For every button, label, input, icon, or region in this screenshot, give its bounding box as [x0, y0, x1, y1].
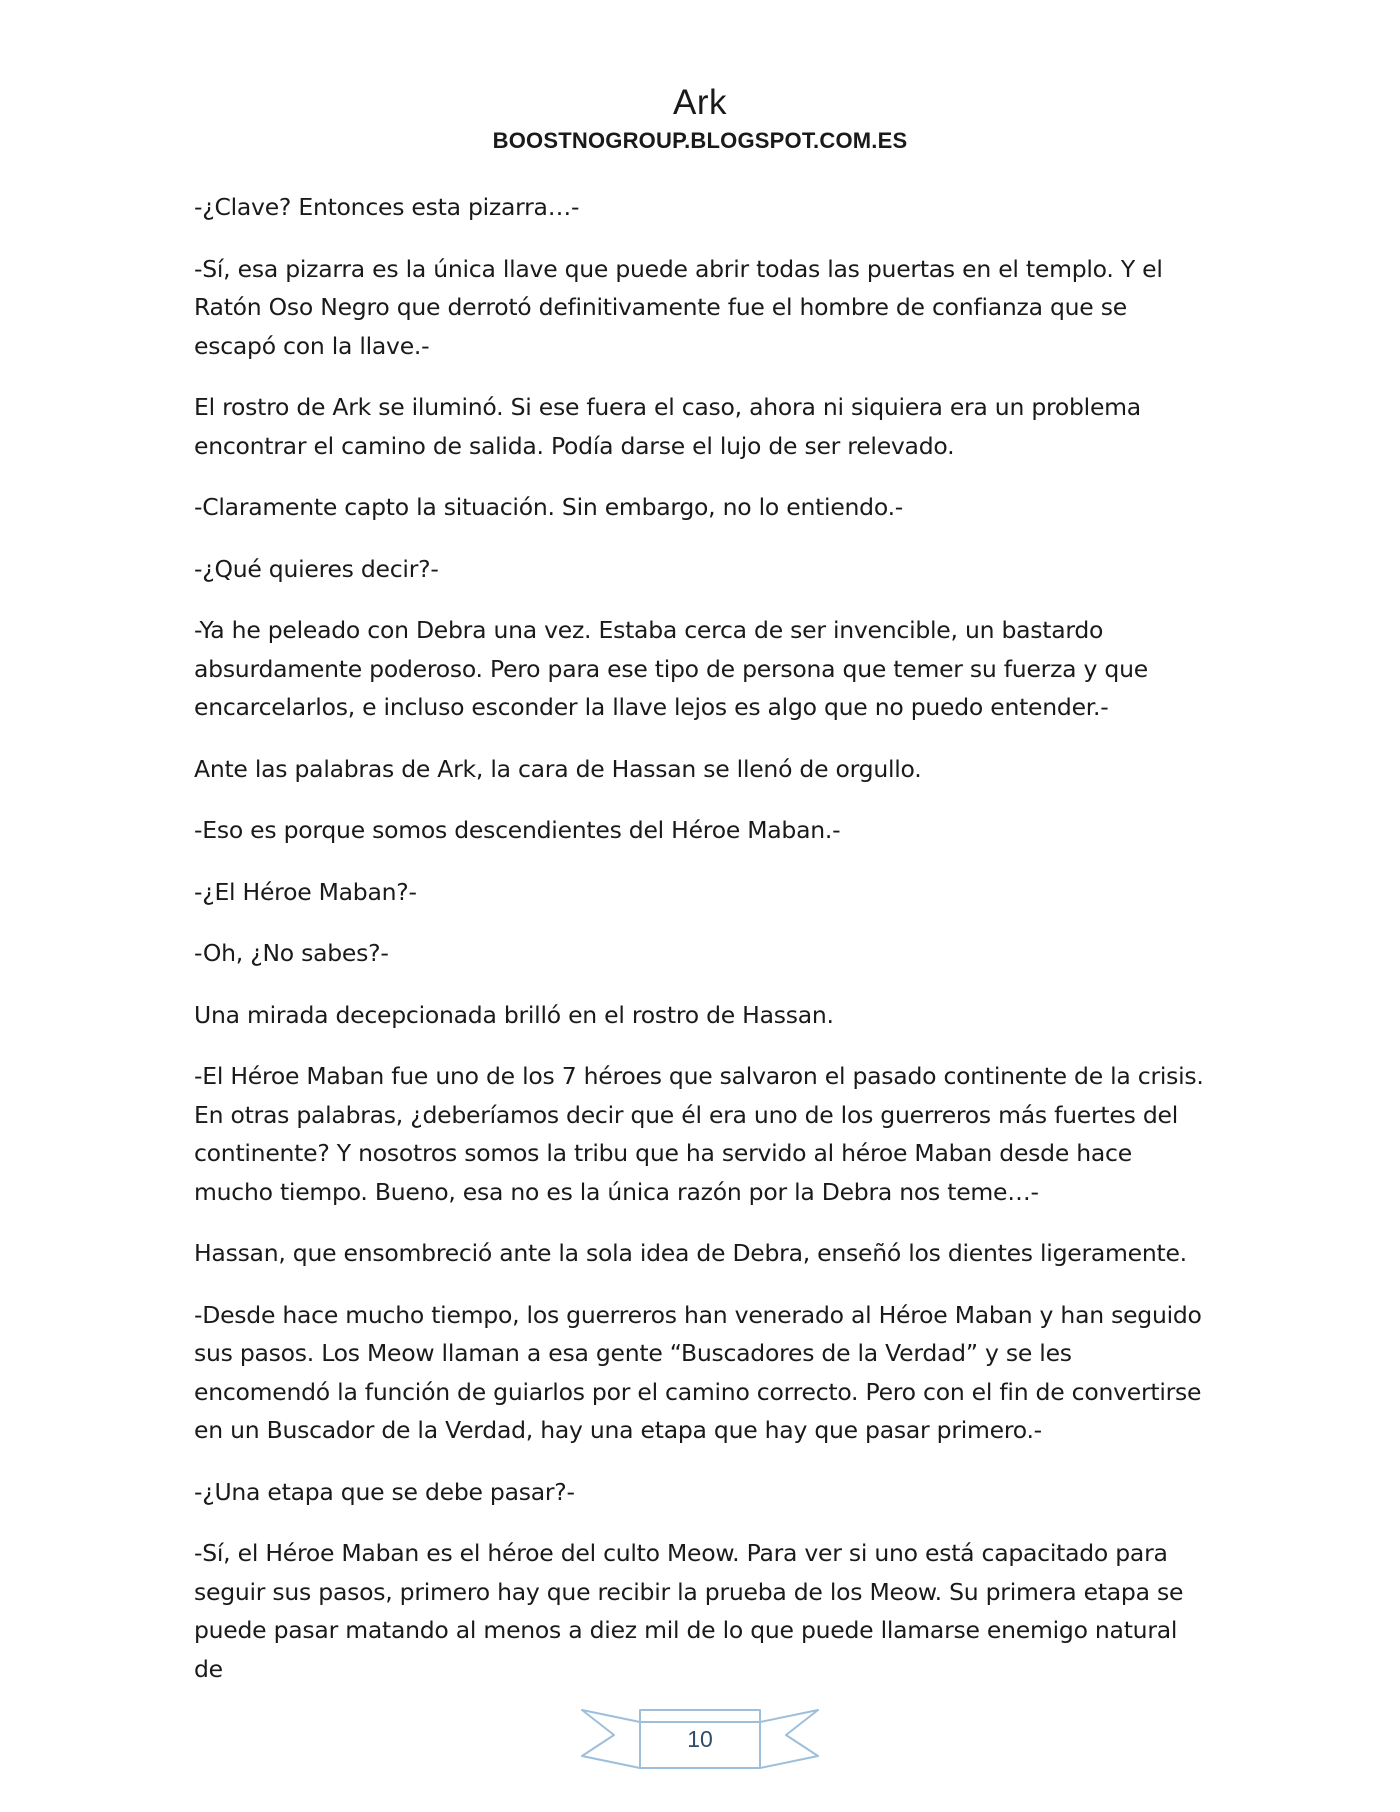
paragraph: -Sí, el Héroe Maban es el héroe del culto Meow. Para ver si uno está capacitado para seguir sus pasos, primero hay que recibir la prueba de los Meow. Su primera etapa se puede pasar matando al menos a diez mil de lo que puede llamarse enemigo natural de [194, 1539, 1184, 1683]
paragraph: El rostro de Ark se iluminó. Si ese fuera el caso, ahora ni siquiera era un problema encontrar el camino de salida. Podía darse el lujo de ser relevado. [194, 393, 1141, 460]
site-url: BOOSTNOGROUP.BLOGSPOT.COM.ES [492, 128, 908, 153]
page-body [194, 188, 1204, 1711]
paragraph: -¿Clave? Entonces esta pizarra…- [194, 193, 580, 221]
paragraph: -Desde hace mucho tiempo, los guerreros han venerado al Héroe Maban y han seguido sus pasos. Los Meow llaman a esa gente “Buscadores de la Verdad” y se les encomendó la función de guiarlos por el camino correcto. Pero con el fin de convertirse en un Buscador de la Verdad, hay una etapa que hay que pasar primero.- [194, 1300, 1202, 1444]
paragraph: Una mirada decepcionada brilló en el rostro de Hassan. [194, 1000, 834, 1029]
paragraph: -Sí, esa pizarra es la única llave que puede abrir todas las puertas en el templo. Y el Ratón Oso Negro que derrotó definitivamente fue el hombre de confianza que se escapó con la llave.- [194, 254, 1163, 360]
paragraph: -Claramente capto la situación. Sin embargo, no lo entiendo.- [194, 493, 904, 521]
paragraph: -Ya he peleado con Debra una vez. Estaba cerca de ser invencible, un bastardo absurdamente poderoso. Pero para ese tipo de persona que temer su fuerza y que encarcelarlos, e incluso esconder la llave lejos es algo que no puedo entender.- [194, 616, 1148, 721]
paragraph: -Eso es porque somos descendientes del Héroe Maban.- [194, 816, 841, 844]
book-title: Ark [673, 83, 727, 122]
paragraph: Ante las palabras de Ark, la cara de Hassan se llenó de orgullo. [194, 754, 922, 783]
paragraph: -¿Qué quieres decir?- [194, 554, 439, 583]
page-number: 10 [687, 1726, 713, 1752]
paragraph: -Oh, ¿No sabes?- [194, 939, 389, 967]
paragraph: -El Héroe Maban fue uno de los 7 héroes que salvaron el pasado continente de la crisis. En otras palabras, ¿deberíamos decir que él era uno de los guerreros más fuertes del continente? Y nosotros somos la tribu que ha servido al héroe Maban desde hace mucho tiempo. Bueno, esa no es la única razón por la Debra nos teme…- [194, 1062, 1204, 1206]
paragraph: -¿Una etapa que se debe pasar?- [194, 1477, 575, 1506]
paragraph: Hassan, que ensombreció ante la sola idea de Debra, enseñó los dientes ligeramente. [194, 1239, 1187, 1267]
page-header [0, 82, 1400, 156]
page-number-ribbon [580, 1702, 820, 1784]
paragraph: -¿El Héroe Maban?- [194, 877, 417, 906]
